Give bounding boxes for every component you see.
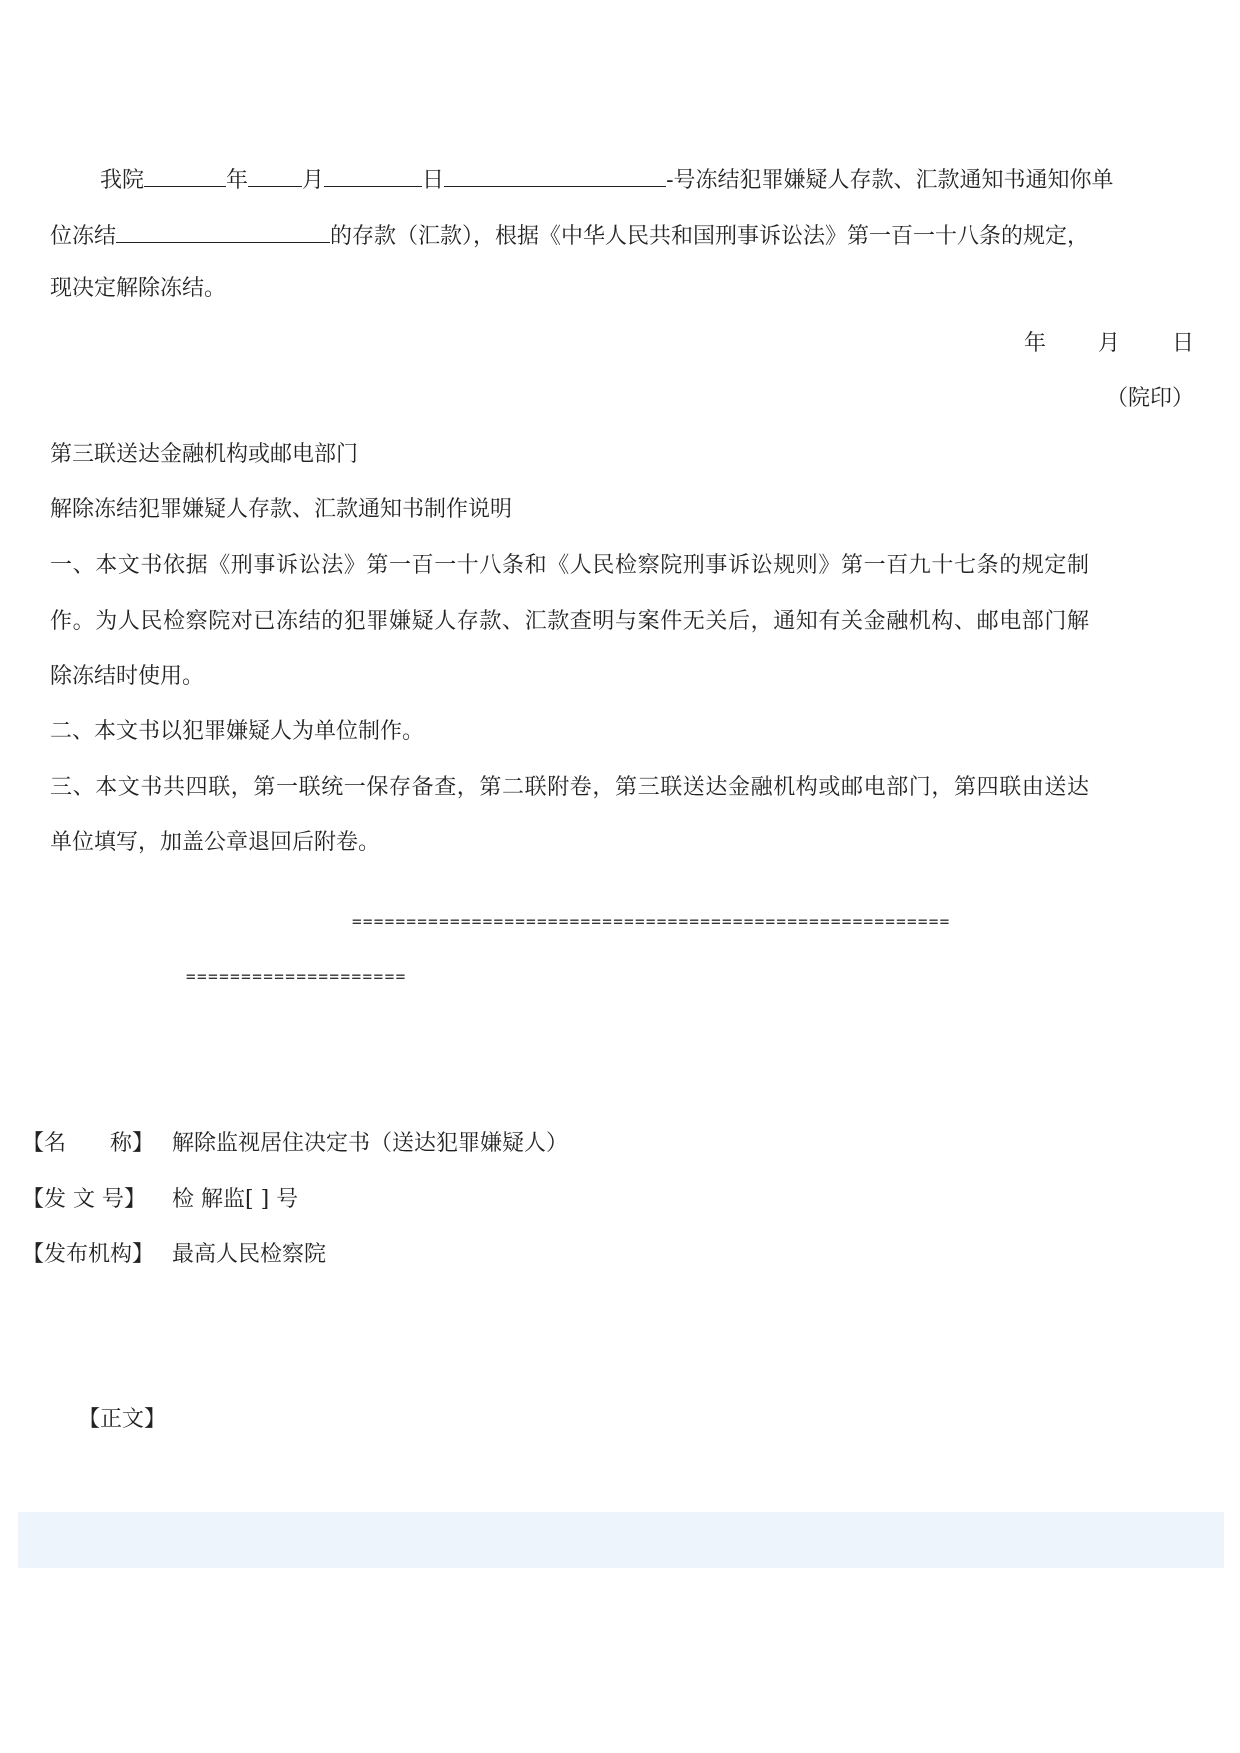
- month-blank: [248, 164, 302, 187]
- instructions-para1-line2: 作。为人民检察院对已冻结的犯罪嫌疑人存款、汇款查明与案件无关后，通知有关金融机构、邮电部门解: [50, 609, 1090, 634]
- meta-doc-no-row: [22, 1186, 298, 1214]
- meta-doc-no-value: 检 解监[ ] 号: [172, 1187, 299, 1212]
- instructions-para3-line2: 单位填写，加盖公章退回后附卷。: [50, 830, 381, 855]
- body-content-area: [18, 1512, 1224, 1568]
- meta-name-label: 【名 称】: [22, 1131, 155, 1156]
- day-label: 日: [422, 168, 445, 193]
- form-line-1-prefix: 我院: [100, 168, 145, 193]
- doc-number-blank: [444, 164, 666, 187]
- court-seal: （院印）: [1105, 386, 1194, 411]
- form-line-2-suffix: 的存款（汇款），根据《中华人民共和国刑事诉讼法》第一百一十八条的规定，: [330, 224, 1090, 249]
- meta-name-row: [22, 1130, 568, 1158]
- instructions-para2: 二、本文书以犯罪嫌疑人为单位制作。: [50, 719, 425, 744]
- meta-name-value: 解除监视居住决定书（送达犯罪嫌疑人）: [172, 1131, 569, 1156]
- form-line-2-prefix: 位冻结: [50, 224, 117, 249]
- day-blank: [324, 164, 422, 187]
- instructions-para1-line3: 除冻结时使用。: [50, 664, 205, 689]
- date-day: 日: [1171, 331, 1194, 356]
- year-blank: [144, 164, 226, 187]
- date-line: [1024, 330, 1194, 358]
- form-line-2: [50, 220, 1089, 251]
- meta-doc-no-label: 【发 文 号】: [22, 1187, 146, 1212]
- separator-long: =======================================================: [352, 912, 951, 931]
- date-year: 年: [1023, 331, 1046, 356]
- month-label: 月: [302, 168, 325, 193]
- separator-short: ====================: [186, 967, 407, 986]
- instructions-title: 解除冻结犯罪嫌疑人存款、汇款通知书制作说明: [50, 497, 513, 522]
- meta-issuer-value: 最高人民检察院: [172, 1242, 327, 1267]
- meta-issuer-label: 【发布机构】: [22, 1242, 155, 1267]
- body-heading: 【正文】: [78, 1407, 167, 1432]
- year-label: 年: [226, 168, 249, 193]
- form-line-1: [100, 164, 1114, 195]
- meta-issuer-row: [22, 1241, 326, 1269]
- instructions-para1-line1: 一、本文书依据《刑事诉讼法》第一百一十八条和《人民检察院刑事诉讼规则》第一百九十七条的规定制: [50, 553, 1090, 578]
- account-blank: [116, 220, 330, 243]
- copy-note: 第三联送达金融机构或邮电部门: [50, 442, 359, 467]
- instructions-para3-line1: 三、本文书共四联，第一联统一保存备查，第二联附卷，第三联送达金融机构或邮电部门，第四联由送达: [50, 775, 1090, 800]
- form-line-3: 现决定解除冻结。: [50, 276, 227, 301]
- date-month: 月: [1097, 331, 1120, 356]
- form-line-1-suffix: -号冻结犯罪嫌疑人存款、汇款通知书通知你单: [666, 168, 1114, 193]
